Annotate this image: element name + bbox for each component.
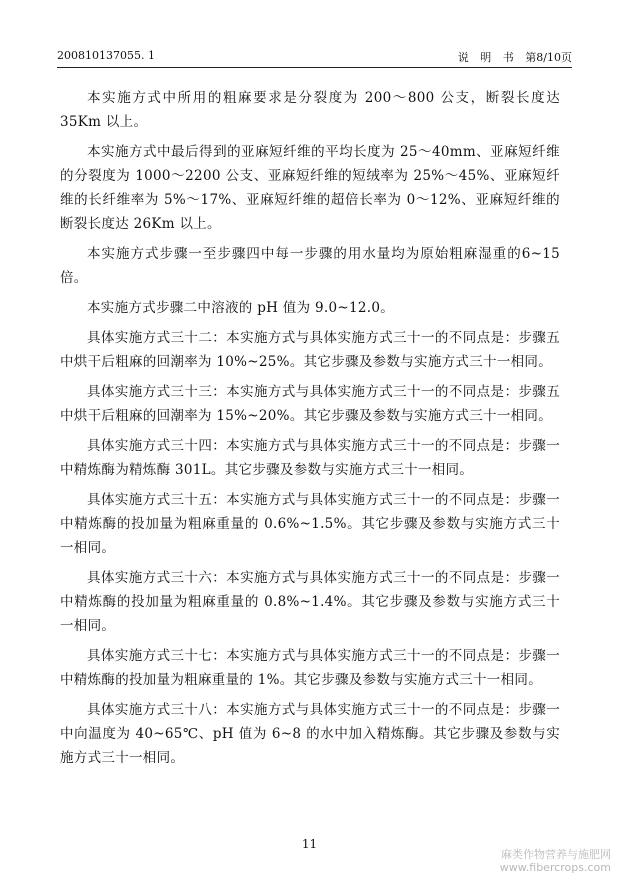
watermark — [500, 848, 611, 874]
page-info: 第8/10页 — [525, 51, 572, 64]
page-header — [57, 49, 572, 68]
paragraph-3: 本实施方式步骤一至步骤四中每一步骤的用水量均为原始粗麻湿重的6~15 倍。 — [60, 246, 560, 286]
doc-type-char-3: 书 — [502, 51, 514, 64]
watermark-url: www.fibercrops.com — [499, 861, 611, 874]
paragraph-5: 具体实施方式三十二：本实施方式与具体实施方式三十一的不同点是：步骤五中烘干后粗麻的回潮率为 10%~25%。其它步骤及参数与实施方式三十一相同。 — [60, 330, 560, 370]
paragraph-11: 具体实施方式三十八：本实施方式与具体实施方式三十一的不同点是：步骤一中向温度为 40~65℃、pH 值为 6~8 的水中加入精炼酶。其它步骤及参数与实施方式三十一相同。 — [60, 702, 560, 766]
document-type — [450, 49, 572, 65]
paragraph-7: 具体实施方式三十四：本实施方式与具体实施方式三十一的不同点是：步骤一中精炼酶为精炼酶 301L。其它步骤及参数与实施方式三十一相同。 — [60, 438, 560, 478]
paragraph-10: 具体实施方式三十七：本实施方式与具体实施方式三十一的不同点是：步骤一中精炼酶的投加量为粗麻重量的 1%。其它步骤及参数与实施方式三十一相同。 — [60, 648, 560, 688]
document-number: 200810137055. 1 — [57, 49, 155, 62]
paragraph-9: 具体实施方式三十六：本实施方式与具体实施方式三十一的不同点是：步骤一中精炼酶的投加量为粗麻重量的 0.8%~1.4%。其它步骤及参数与实施方式三十一相同。 — [60, 570, 560, 634]
watermark-site-name: 麻类作物营养与施肥网 — [501, 848, 611, 861]
doc-type-char-2: 明 — [480, 51, 492, 64]
doc-type-char-1: 说 — [457, 51, 469, 64]
paragraph-1: 本实施方式中所用的粗麻要求是分裂度为 200～800 公支，断裂长度达35Km 以上。 — [60, 90, 560, 130]
paragraph-4: 本实施方式步骤二中溶液的 pH 值为 9.0~12.0。 — [87, 300, 395, 316]
paragraph-2: 本实施方式中最后得到的亚麻短纤维的平均长度为 25～40mm、亚麻短纤维的分裂度为 1000～2200 公支、亚麻短纤维的短绒率为 25%～45%、亚麻短纤维的长纤维率为 5%～17%、亚麻短纤维的超倍长率为 0～12%、亚麻短纤维的断裂长度达 26Km 以上。 — [60, 144, 560, 232]
paragraph-6: 具体实施方式三十三：本实施方式与具体实施方式三十一的不同点是：步骤五中烘干后粗麻的回潮率为 15%~20%。其它步骤及参数与实施方式三十一相同。 — [60, 384, 560, 424]
document-body — [60, 86, 560, 776]
paragraph-8: 具体实施方式三十五：本实施方式与具体实施方式三十一的不同点是：步骤一中精炼酶的投加量为粗麻重量的 0.6%~1.5%。其它步骤及参数与实施方式三十一相同。 — [60, 492, 560, 556]
page-number: 11 — [301, 837, 318, 851]
